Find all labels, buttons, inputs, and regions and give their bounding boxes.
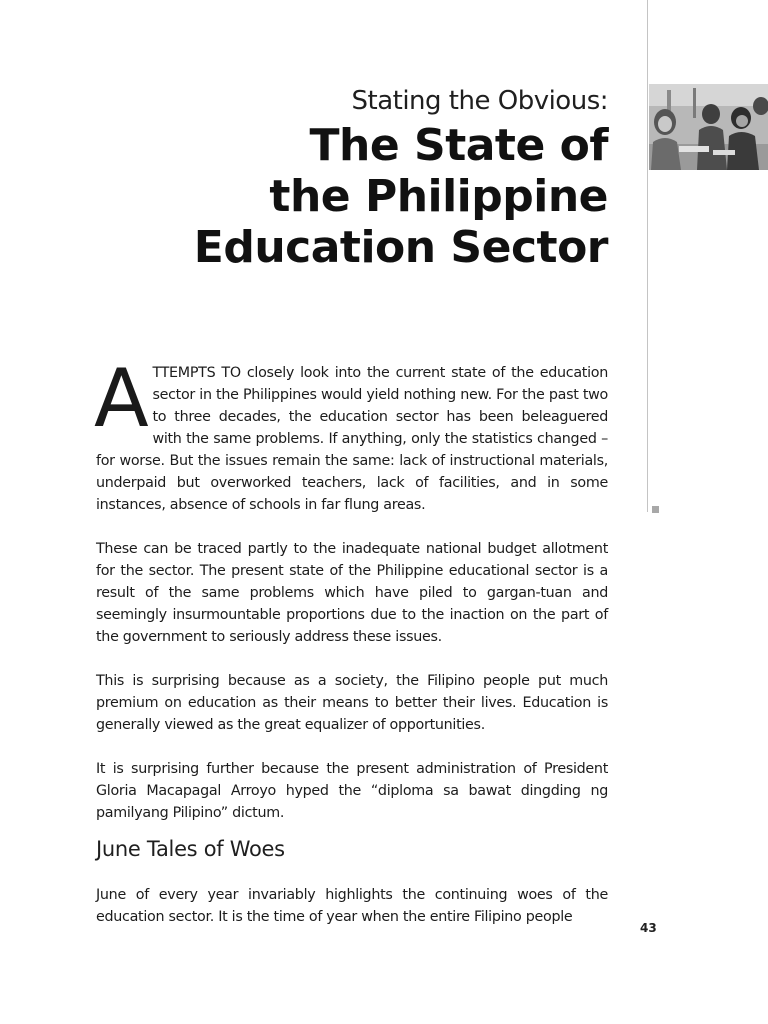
classroom-photo [649,84,768,170]
paragraph: June of every year invariably highlights the continuing woes of the education sector. It is the time of year when the entire Filipino people [96,887,608,925]
section-heading: June Tales of Woes [96,837,285,861]
margin-marker [652,506,659,513]
title-block [96,84,608,273]
article-body [94,352,608,950]
margin-rule [647,0,648,512]
title-line: Education Sector [193,222,608,273]
article-subtitle: Stating the Obvious: [351,86,608,116]
paragraph: These can be traced partly to the inadequate national budget allotment for the sector. The present state of the Philippine educational sector is a result of the same problems which have piled to gargan-tuan and seemingly insurmountable proportions due to the inaction on the part of the government to seriously address these issues. [96,541,608,645]
drop-cap: A [94,352,149,445]
paragraph: It is surprising further because the present administration of President Gloria Macapagal Arroyo hyped the “diploma sa bawat dingding ng pamilyang Pilipino” dictum. [96,761,608,821]
paragraph [94,352,608,516]
paragraph: This is surprising because as a society, the Filipino people put much premium on education as their means to better their lives. Education is generally viewed as the great equalizer of opportunities. [96,673,608,733]
article-title [96,120,608,273]
title-line: the Philippine [269,171,608,222]
title-line: The State of [309,120,608,171]
page-number: 43 [640,921,657,935]
paragraph-text: TTEMPTS TO closely look into the current state of the education sector in the Philippines would yield nothing new. For the past two to three decades, the education sector has been beleaguered with the same problems. If anything, only the statistics changed – for worse. But the issues remain the same: lack of instructional materials, underpaid but overworked teachers, lack of facilities, and in some instances, absence of schools in far flung areas. [96,365,608,513]
